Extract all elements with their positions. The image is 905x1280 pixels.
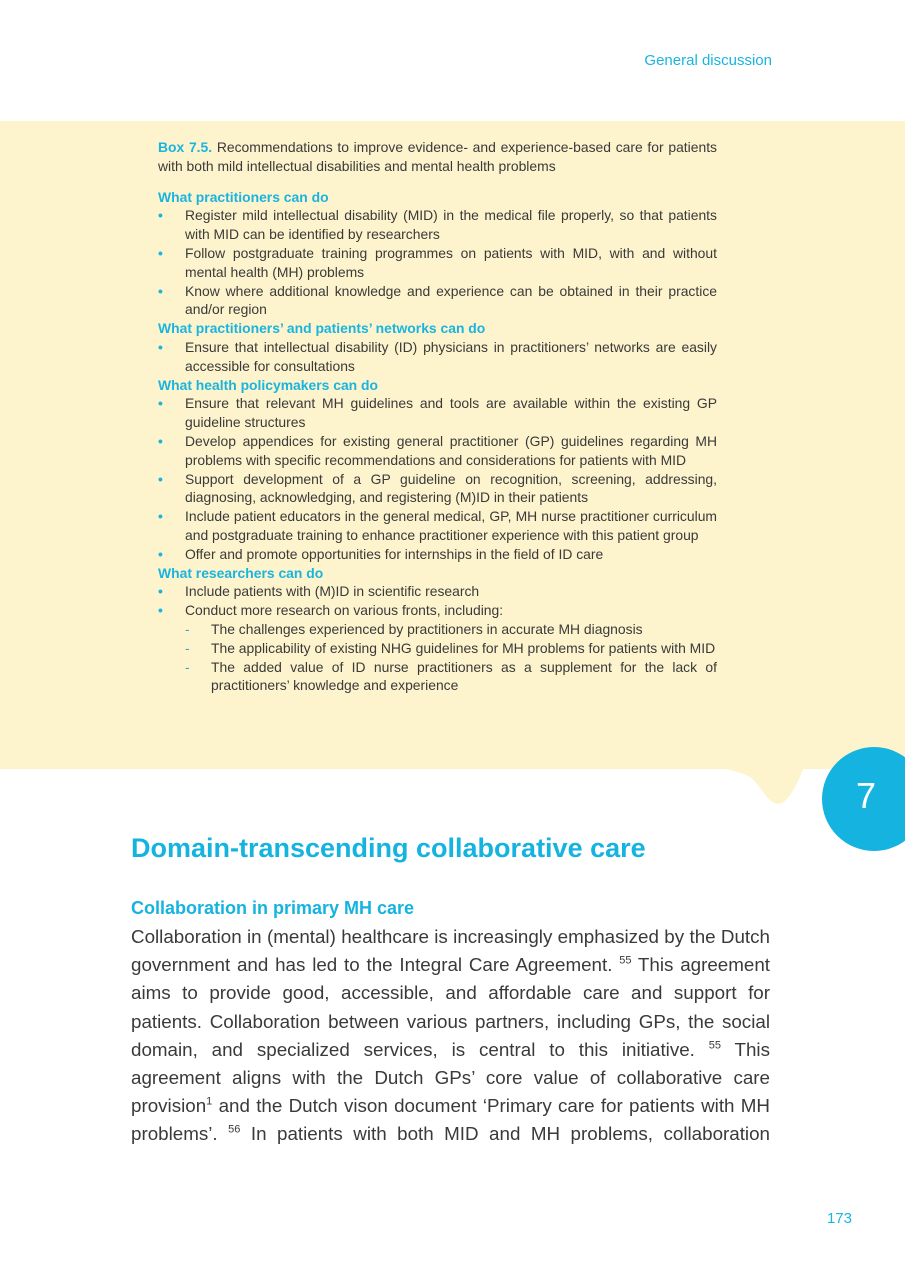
bullet-item: [158, 601, 717, 695]
bullet-marker: •: [158, 244, 163, 261]
bullet-marker: •: [158, 282, 163, 299]
bullet-item: [158, 470, 717, 508]
body-text-part: This agreement aims to provide good, accessible, and affordable care and support for patients. Collaboration between various partners, including GPs, the social domain, and specialized services, is central to this initiative.: [131, 954, 770, 1060]
bullet-marker: •: [158, 545, 163, 562]
bullet-text: Include patient educators in the general medical, GP, MH nurse practitioner curriculum and postgraduate training to enhance practitioner experience with this patient group: [185, 508, 717, 543]
body-paragraph: [131, 923, 770, 1149]
box-section-title: What practitioners’ and patients’ networks can do: [158, 320, 486, 337]
bullet-marker: •: [158, 583, 163, 600]
subsection-heading: Collaboration in primary MH care: [131, 898, 415, 918]
bullet-item: [158, 206, 717, 244]
section-heading: Domain-transcending collaborative care: [131, 833, 646, 863]
sub-item-text: The applicability of existing NHG guidelines for MH problems for patients with MID: [211, 639, 716, 656]
bullet-marker: •: [158, 470, 163, 487]
bullet-item: [158, 545, 717, 564]
sub-item: [185, 639, 717, 658]
bullet-marker: •: [158, 432, 163, 449]
bullet-text: Know where additional knowledge and experience can be obtained in their practice and/or region: [185, 282, 717, 318]
box-caption: [158, 138, 717, 176]
sub-item: [185, 620, 717, 639]
bullet-marker: •: [158, 395, 163, 412]
dash-marker: -: [185, 658, 190, 675]
bullet-marker: •: [158, 602, 163, 619]
body-text-part: Collaboration in (mental) healthcare is increasingly emphasized by the Dutch government and has led to the Integral Care Agreement.: [131, 926, 770, 976]
bullet-text: Ensure that relevant MH guidelines and tools are available within the existing GP guideline structures: [185, 395, 717, 431]
sub-item-text: The added value of ID nurse practitioners as a supplement for the lack of practitioners’ knowledge and experience: [211, 658, 717, 694]
bullet-text: Ensure that intellectual disability (ID) physicians in practitioners’ networks are easily accessible for consultations: [185, 338, 717, 374]
sub-item: [185, 658, 717, 696]
bullet-list: [158, 394, 717, 563]
dash-marker: -: [185, 620, 190, 637]
bullet-item: [158, 394, 717, 432]
bullet-list: [158, 206, 717, 319]
running-head: General discussion: [644, 52, 772, 69]
box-caption-text: Recommendations to improve evidence- and experience-based care for patients with both mild intellectual disabilities and mental health problems: [158, 139, 717, 174]
reference-marker: 55: [619, 954, 632, 967]
box-section-title: What practitioners can do: [158, 188, 329, 205]
page-number: 173: [826, 1210, 852, 1227]
bullet-marker: •: [158, 508, 163, 525]
bullet-text: Include patients with (M)ID in scientific research: [185, 583, 480, 600]
bullet-text: Register mild intellectual disability (MID) in the medical file properly, so that patients with MID can be identified by researchers: [185, 207, 717, 243]
bullet-marker: •: [158, 338, 163, 355]
bullet-item: [158, 338, 717, 376]
bullet-item: [158, 432, 717, 470]
bullet-item: [158, 582, 717, 601]
bullet-text: Follow postgraduate training programmes on patients with MID, with and without mental health (MH) problems: [185, 244, 717, 280]
body-text-part: In patients with both MID and MH problems, collaboration: [240, 1123, 770, 1145]
reference-marker: 56: [228, 1124, 241, 1137]
bullet-text: Develop appendices for existing general practitioner (GP) guidelines regarding MH problems with specific recommendations and considerations for patients with MID: [185, 432, 717, 468]
box-sections: [158, 188, 717, 696]
reference-marker: 1: [206, 1095, 213, 1108]
body-text-part: and the Dutch vison document ‘Primary care for patients with MH problems’.: [131, 1095, 770, 1145]
box-section-title: What researchers can do: [158, 564, 324, 581]
bullet-item: [158, 244, 717, 282]
sub-item-text: The challenges experienced by practitioners in accurate MH diagnosis: [211, 620, 643, 637]
bullet-text: Offer and promote opportunities for internships in the field of ID care: [185, 545, 604, 562]
box-section-title: What health policymakers can do: [158, 376, 378, 393]
box-label: Box 7.5.: [158, 139, 213, 155]
bullet-text: Conduct more research on various fronts, including:: [185, 602, 504, 619]
bullet-item: [158, 507, 717, 545]
chapter-number: 7: [855, 775, 877, 816]
bullet-item: [158, 282, 717, 320]
sub-list: [185, 620, 717, 695]
bullet-list: [158, 338, 717, 376]
bullet-text: Support development of a GP guideline on recognition, screening, addressing, diagnosing, acknowledging, and registering (M)ID in their patients: [185, 470, 717, 506]
recommendations-box: [158, 138, 717, 695]
reference-marker: 55: [708, 1039, 721, 1052]
bullet-marker: •: [158, 207, 163, 224]
body-text-part: This agreement aligns with the Dutch GPs’ core value of collaborative care provision: [131, 1038, 770, 1117]
dash-marker: -: [185, 639, 190, 656]
bullet-list: [158, 582, 717, 695]
